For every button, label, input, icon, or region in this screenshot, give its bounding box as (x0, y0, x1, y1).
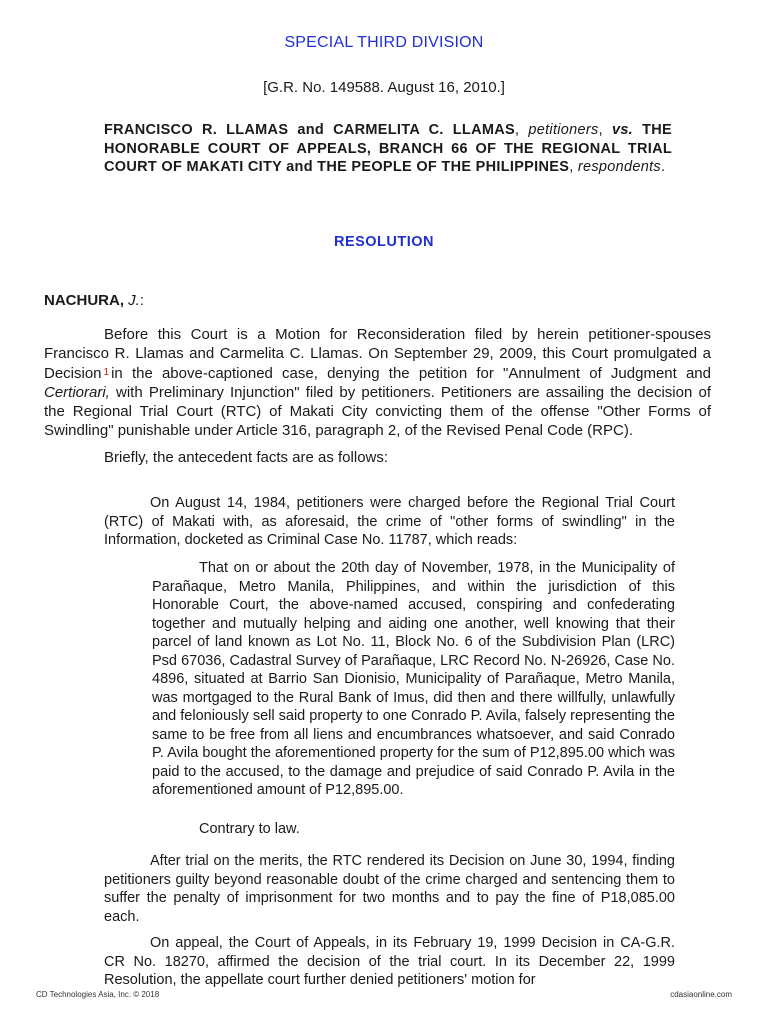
footer-copyright: CD Technologies Asia, Inc. © 2018 (36, 990, 160, 999)
quoted-block-1 (104, 494, 675, 550)
paragraph-1-part-b: in the above-captioned case, denying the petition for "Annulment of Judgment and (111, 365, 711, 382)
case-number: [G.R. No. 149588. August 16, 2010.] (263, 79, 505, 96)
respondents-tag: respondents (577, 159, 661, 175)
ponente: NACHURA, J.: (44, 292, 145, 309)
information-text: That on or about the 20th day of November, 1978, in the Municipality of Parañaque, Metro Manila, Philippines, and within the jurisdiction of this Honorable Court, the above-named accused, conspiring and confederating together and mutually helping and aiding one another, well knowing that their parcel of land known as Lot No. 11, Block No. 6 of the Subdivision Plan (LRC) Psd 67036, Cadastral Survey of Parañaque, LRC Record No. N-26926, Case No. 4896, situated at Barrio San Dionisio, Municipality of Parañaque, Metro Manila, was mortgaged to the Rural Bank of Imus, did then and there willfully, unlawfully and feloniously sell said property to one Conrado P. Avila, falsely representing the same to be free from all liens and encumbrances whatsoever, and said Conrado P. Avila bought the aforementioned property for the sum of P12,895.00 which was paid to the accused, to the damage and prejudice of said Conrado P. Avila in the aforementioned amount of P12,895.00. (152, 560, 675, 798)
footnote-link[interactable]: 1 (103, 367, 110, 378)
quoted-block-3 (104, 934, 675, 990)
after-trial-paragraph: After trial on the merits, the RTC rendered its Decision on June 30, 1994, finding petitioners guilty beyond reasonable doubt of the crime charged and sentencing them to suffer the penalty of imprisonment for two months and to pay the fine of P18,085.00 each. (104, 853, 675, 925)
paragraph-1-part-a: Before this Court is a Motion for Reconsideration filed by herein petitioner-spouses Francisco R. Llamas and Carmelita C. Llamas. On September 29, 2009, this Court promulgated a Decision (44, 326, 711, 382)
petitioners-names: FRANCISCO R. LLAMAS and CARMELITA C. LLAMAS (104, 122, 515, 138)
paragraph-1-part-c: with Preliminary Injunction" filed by petitioners. Petitioners are assailing the decision of the Regional Trial Court (RTC) of Makati City convicting them of the offense "Other Forms of Swindling" punishable under Article 316, paragraph 2, of the Revised Penal Code (RPC). (44, 384, 711, 439)
body-text (44, 325, 711, 467)
quoted-block-information (152, 559, 675, 800)
footer-site: cdasiaonline.com (670, 990, 732, 999)
document-title: RESOLUTION (333, 234, 435, 250)
paragraph-1-italic: Certiorari, (44, 384, 110, 401)
versus-label: vs. (611, 122, 634, 138)
quoted-paragraph-1: On August 14, 1984, petitioners were charged before the Regional Trial Court (RTC) of Makati with, as aforesaid, the crime of "other forms of swindling" in the Information, docketed as Criminal Case No. 11787, which reads: (104, 495, 675, 548)
division-heading: SPECIAL THIRD DIVISION (284, 34, 484, 51)
respondents-names: THE HONORABLE COURT OF APPEALS, BRANCH 66 OF THE REGIONAL TRIAL COURT OF MAKATI CITY and THE PEOPLE OF THE PHILIPPINES (104, 122, 672, 175)
case-parties: FRANCISCO R. LLAMAS and CARMELITA C. LLAMAS, petitioners, vs. THE HONORABLE COURT OF APPEALS, BRANCH 66 OF THE REGIONAL TRIAL COURT OF MAKATI CITY and THE PEOPLE OF THE PHILIPPINES, respondents. (104, 122, 672, 175)
petitioners-tag: petitioners (528, 122, 599, 138)
ponente-name: NACHURA, (44, 292, 124, 309)
paragraph-2: Briefly, the antecedent facts are as follows: (104, 449, 389, 466)
appeal-paragraph: On appeal, the Court of Appeals, in its February 19, 1999 Decision in CA-G.R. CR No. 18270, affirmed the decision of the trial court. In its December 22, 1999 Resolution, the appellate court further denied petitioners' motion for (104, 935, 675, 988)
paragraph-1 (44, 325, 711, 440)
quoted-block-2 (104, 852, 675, 926)
ponente-suffix: J. (128, 292, 140, 309)
contrary-to-law: Contrary to law. (199, 821, 300, 837)
